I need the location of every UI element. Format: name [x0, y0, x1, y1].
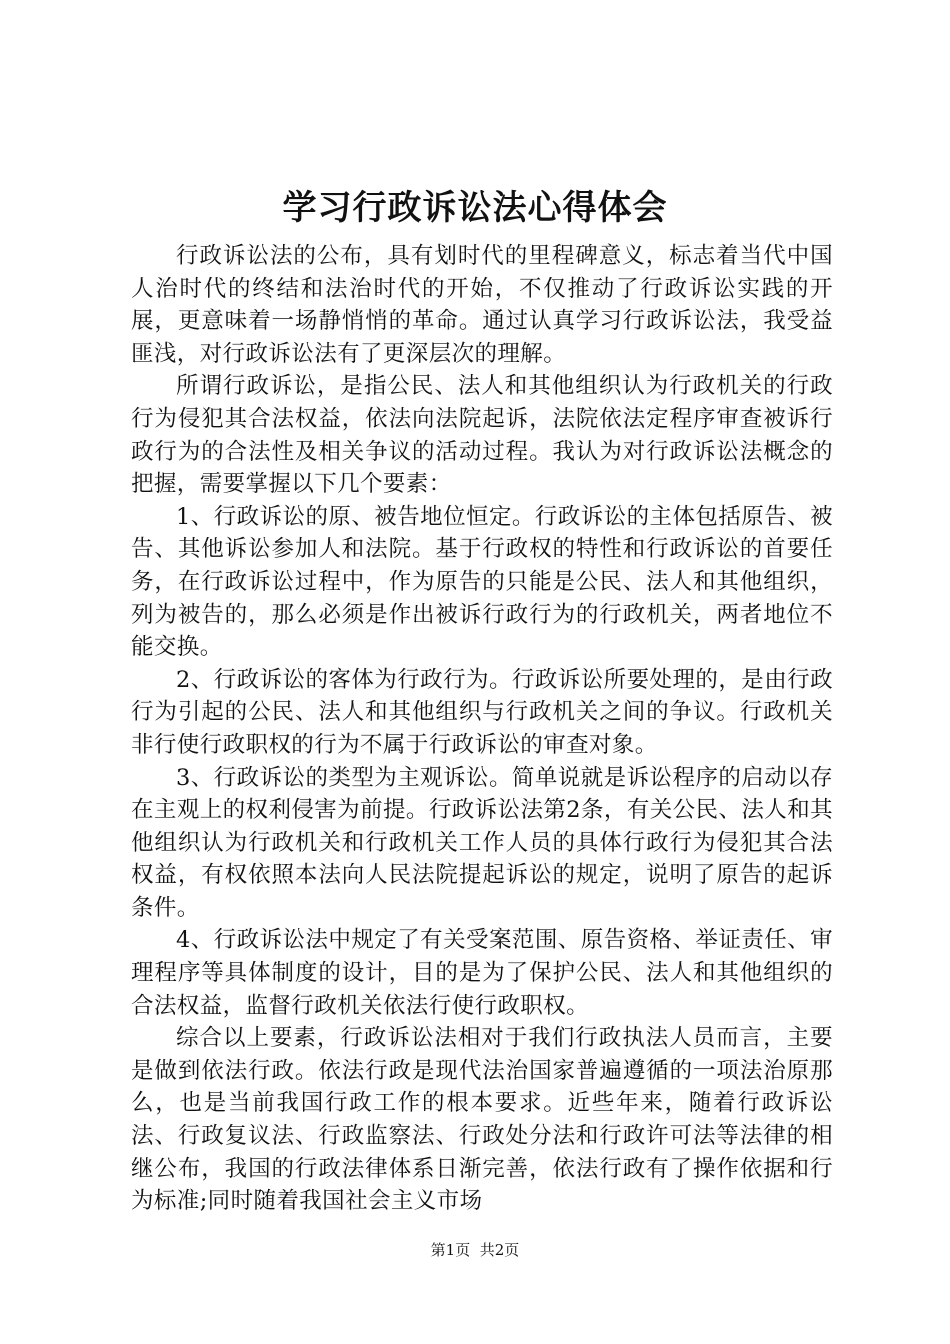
paragraph-definition: 所谓行政诉讼，是指公民、法人和其他组织认为行政机关的行政行为侵犯其合法权益，依法向法院起诉，法院依法定程序审查被诉行政行为的合法性及相关争议的活动过程。我认为对行政诉讼法概念的把握，需要掌握以下几个要素：: [131, 373, 833, 498]
document-body: [131, 240, 833, 1218]
paragraph-element-4: 4、行政诉讼法中规定了有关受案范围、原告资格、举证责任、审理程序等具体制度的设计，目的是为了保护公民、法人和其他组织的合法权益，监督行政机关依法行使行政职权。: [131, 927, 833, 1019]
paragraph-summary: 综合以上要素，行政诉讼法相对于我们行政执法人员而言，主要是做到依法行政。依法行政是现代法治国家普遍遵循的一项法治原那么，也是当前我国行政工作的根本要求。近些年来，随着行政诉讼法、行政复议法、行政监察法、行政处分法和行政许可法等法律的相继公布，我国的行政法律体系日渐完善，依法行政有了操作依据和行为标准;同时随着我国社会主义市场: [131, 1025, 833, 1215]
page-total: 共2页: [479, 1241, 520, 1259]
document-title: 学习行政诉讼法心得体会: [282, 188, 668, 228]
paragraph-element-1: 1、行政诉讼的原、被告地位恒定。行政诉讼的主体包括原告、被告、其他诉讼参加人和法院。基于行政权的特性和行政诉讼的首要任务，在行政诉讼过程中，作为原告的只能是公民、法人和其他组织，列为被告的，那么必须是作出被诉行政行为的行政机关，两者地位不能交换。: [131, 503, 833, 661]
paragraph-element-2: 2、行政诉讼的客体为行政行为。行政诉讼所要处理的，是由行政行为引起的公民、法人和其他组织与行政机关之间的争议。行政机关非行使行政职权的行为不属于行政诉讼的审查对象。: [131, 666, 833, 758]
paragraph-element-3: 3、行政诉讼的类型为主观诉讼。简单说就是诉讼程序的启动以存在主观上的权利侵害为前提。行政诉讼法第2条，有关公民、法人和其他组织认为行政机关和行政机关工作人员的具体行政行为侵犯其合法权益，有权依照本法向人民法院提起诉讼的规定，说明了原告的起诉条件。: [131, 764, 833, 921]
page-number: 第1页: [430, 1241, 471, 1259]
paragraph-intro: 行政诉讼法的公布，具有划时代的里程碑意义，标志着当代中国人治时代的终结和法治时代的开始，不仅推动了行政诉讼实践的开展，更意味着一场静悄悄的革命。通过认真学习行政诉讼法，我受益匪浅，对行政诉讼法有了更深层次的理解。: [131, 243, 833, 367]
page-footer: [0, 1240, 950, 1260]
